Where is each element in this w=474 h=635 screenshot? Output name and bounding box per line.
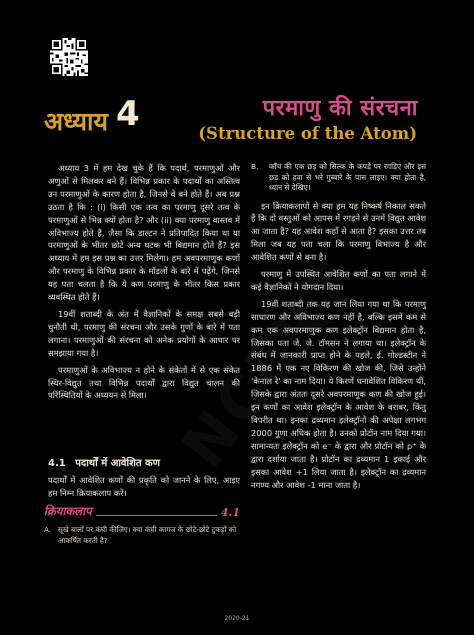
indivisibility-paragraph: परमाणुओं के अविभाज्य न होने के संकेतों में से एक संकेत स्थिर-विद्युत तथा विभिन्न पदार्थों द्वारा विद्युत चालन की परिस्थितियों के अध्ययन से मिला। — [48, 364, 240, 401]
history-paragraph: 19वीं शताब्दी के अंत में वैज्ञानिकों के समक्ष सबसे बड़ी चुनौती थी, परमाणु की संरचना और उसके गुणों के बारे में पता लगाना। परमाणुओं की संरचना को अनेक प्रयोगों के आधार पर समझाया गया है। — [48, 308, 240, 358]
left-column — [48, 162, 240, 406]
activity-heading — [44, 504, 240, 519]
activity-item-b — [251, 162, 426, 194]
discovery-paragraph: 19वीं शताब्दी तक यह जान लिया गया था कि परमाणु साधारण और अविभाज्य कण नहीं है, बल्कि इसमें कम से कम एक अवपरमाणुक कण इलेक्ट्रॉन विद्यमान होता है, जिसका पता जे. जे. टॉमसन ने लगाया था। इलेक्ट्रॉन के संबंध में जानकारी प्राप्त होने के पहले, ई. गोल्डस्टीन ने 1886 में एक नए विकिरण की खोज की, जिसे उन्होंने 'केनाल रे' का नाम दिया। ये किरणें धनावेशित विकिरण थीं, जिसके द्वारा अंततः दूसरे अवपरमाणुक कण की खोज हुई। इन कणों का आवेश इलेक्ट्रॉन के आवेश के बराबर, किंतु विपरीत था। इनका द्रव्यमान इलेक्ट्रॉनों की अपेक्षा लगभग 2000 गुणा अधिक होता है। उनको प्रोटॉन नाम दिया गया। सामान्यतः इलेक्ट्रॉन को e⁻ के द्वारा और प्रोटॉन को p⁺ के द्वारा दर्शाया जाता है। प्रोटॉन का द्रव्यमान 1 इकाई और इसका आवेश +1 लिया जाता है। इलेक्ट्रॉन का द्रव्यमान नगण्य और आवेश -1 माना जाता है। — [251, 298, 426, 490]
activity-rule — [96, 515, 217, 516]
activity-item-a-text: सूखे बालों पर कंघी कीजिए। क्या कंघी कागज के छोटे-छोटे टुकड़ों को आकर्षित करती है? — [58, 525, 237, 545]
activity-item-a — [44, 525, 240, 546]
conclusion-paragraph: इन क्रियाकलापों से क्या हम यह निष्कर्ष निकाल सकते हैं कि दो वस्तुओं को आपस में रगड़ने से उनमें विद्युत आवेश आ जाता है? यह आवेश कहाँ से आता है? इसका उत्तर तब मिला जब यह पता चला कि परमाणु विभाज्य है और आवेशित कणों से बना है। — [251, 200, 426, 263]
right-column — [251, 162, 426, 495]
chapter-title-english: (Structure of the Atom) — [198, 124, 417, 143]
section-number: 4.1 — [48, 458, 66, 469]
intro-paragraph: अध्याय 3 में हम देख चुके हैं कि पदार्थ, परमाणुओं और अणुओं से मिलकर बने हैं। विभिन्न प्रकार के पदार्थों का अस्तित्व उन परमाणुओं के कारण होता है, जिनसे वे बने होते हैं। अब प्रश्न उठता है कि : (i) किसी एक तत्व का परमाणु दूसरे तत्व के परमाणुओं से भिन्न क्यों होता है? और (ii) क्या परमाणु वास्तव में अविभाज्य होते हैं, जैसा कि डाल्टन ने प्रतिपादित किया था या परमाणुओं के भीतर छोटे अन्य घटक भी विद्यमान होते हैं? इस अध्याय में हम इस प्रश्न का उत्तर मिलेगा। हम अवपरमाणुक कणों और परमाणु के विभिन्न प्रकार के मॉडलों के बारे में पढ़ेंगे, जिनसे यह पता चलता है कि ये कण परमाणु के भीतर किस प्रकार व्यवस्थित होते हैं। — [48, 163, 240, 303]
qr-code[interactable] — [50, 38, 88, 76]
chapter-title-hindi: परमाणु की संरचना — [262, 95, 418, 121]
contributors-paragraph: परमाणु में उपस्थित आवेशित कणों का पता लगाने में कई वैज्ञानिकों ने योगदान दिया। — [251, 269, 426, 292]
activity-number: 4.1 — [220, 506, 240, 519]
section-heading — [48, 455, 160, 469]
page-footer: 2020-21 — [224, 615, 250, 622]
activity-box — [44, 504, 240, 566]
chapter-label: अध्याय — [44, 107, 108, 136]
activity-item-a-mark: A. — [44, 525, 52, 534]
section-paragraph: पदार्थों में आवेशित कणों की प्रकृति को जानने के लिए, आइए हम निम्न क्रियाकलाप करें। — [48, 475, 240, 498]
activity-title: क्रियाकलाप — [44, 504, 92, 518]
chapter-number: 4 — [116, 94, 140, 134]
section-title: पदार्थों में आवेशित कण — [75, 458, 160, 469]
section-body — [48, 474, 240, 504]
activity-item-b-text: काँच की एक छड़ को सिल्क के कपड़े पर रगड़िए और इस छड़ को हवा से भरे गुब्बारे के पास लाइए। क्या होता है, ध्यान से देखिए। — [269, 162, 426, 192]
activity-item-b-mark: B. — [251, 162, 259, 171]
